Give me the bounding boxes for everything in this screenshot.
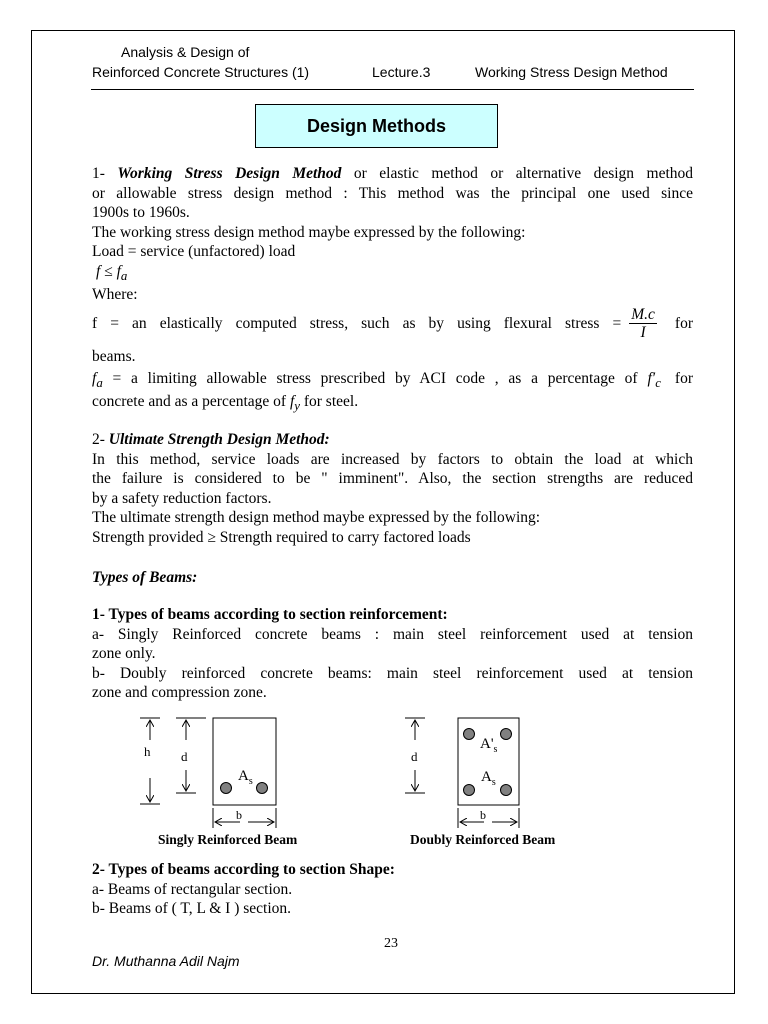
usd-line2: the failure is considered to be " imminent". Also, the section strengths are reduced (92, 470, 693, 487)
doubly-asp-label: $A'_s$ (480, 736, 498, 755)
types1-b-line1: b- Doubly reinforced concrete beams: main steel reinforcement used at tension (92, 664, 693, 682)
singly-as-label: $A_s$ (238, 768, 253, 787)
wsd-where: Where: (92, 286, 138, 304)
wsd-title: Working Stress Design Method (117, 165, 342, 182)
types2-a: a- Beams of rectangular section. (92, 880, 293, 898)
doubly-bottom-rebar-1 (464, 785, 475, 796)
wsd-line3: 1900s to 1960s. (92, 204, 190, 221)
usd-line1: In this method, service loads are increased by factors to obtain the load at which (92, 450, 693, 468)
usd-title: Ultimate Strength Design Method: (108, 431, 330, 448)
page-title: Design Methods (255, 104, 498, 148)
wsd-line4: The working stress design method maybe expressed by the following: (92, 223, 526, 241)
types-heading: Types of Beams: (92, 569, 198, 586)
types1-a-line1: a- Singly Reinforced concrete beams : main steel reinforcement used at tension (92, 625, 693, 643)
wsd-fa-definition: $f_a = a$ limiting allowable stress prescribed by ACI code , as a percentage of $f'_c$ for (92, 369, 693, 393)
header-lecture: Lecture.3 (372, 64, 431, 80)
author-footer: Dr. Muthanna Adil Najm (92, 953, 240, 969)
singly-d-label: d (181, 749, 188, 764)
doubly-caption: Doubly Reinforced Beam (410, 832, 556, 847)
header-course-line2: Reinforced Concrete Structures (1) (92, 64, 310, 80)
fc-prime-symbol: $f'_c$ (647, 370, 661, 391)
usd-line3: by a safety reduction factors. (92, 489, 272, 507)
doubly-top-rebar-2 (501, 729, 512, 740)
types2-heading: 2- Types of beams according to section Shape: (92, 861, 395, 878)
types1-a-line2: zone only. (92, 645, 156, 662)
header-topic: Working Stress Design Method (475, 64, 668, 80)
singly-caption: Singly Reinforced Beam (158, 832, 298, 847)
wsd-fa-line2: concrete and as a percentage of $f_y$ for steel. (92, 393, 359, 414)
header-course-line1: Analysis & Design of (121, 44, 250, 60)
page-number: 23 (384, 936, 398, 951)
flexural-stress-fraction: $\frac{M.c}{I}$ (631, 306, 655, 341)
singly-h-label: h (144, 744, 151, 759)
singly-b-label: b (236, 808, 242, 822)
doubly-bottom-rebar-2 (501, 785, 512, 796)
types1-heading: 1- Types of beams according to section reinforcement: (92, 606, 448, 623)
wsd-f-definition: f = an elastically computed stress, such as by using flexural stress = $\frac{M.c}{I}$ for (92, 306, 693, 341)
usd-line5: Strength provided ≥ Strength required to carry factored loads (92, 528, 471, 546)
wsd-line1: 1- Working Stress Design Method or elastic method or alternative design method (92, 165, 694, 182)
singly-beam-figure (140, 718, 276, 828)
wsd-line5: Load = service (unfactored) load (92, 243, 296, 260)
singly-rebar-2 (257, 783, 268, 794)
wsd-inequality: $f \le f_a$ (96, 262, 128, 283)
types2-section (92, 860, 693, 919)
doubly-top-rebar-1 (464, 729, 475, 740)
types2-b: b- Beams of ( T, L & I ) section. (92, 900, 292, 917)
types1-b-line2: zone and compression zone. (92, 684, 267, 701)
usd-line0: 2- Ultimate Strength Design Method: (92, 431, 330, 448)
doubly-as-label: $A_s$ (481, 769, 496, 788)
doubly-d-label: d (411, 749, 418, 764)
doubly-b-label: b (480, 808, 486, 822)
doubly-beam-figure (405, 718, 519, 828)
wsd-line2: or allowable stress design method : This method was the principal one used since (92, 184, 693, 202)
wsd-f-line2: beams. (92, 348, 136, 365)
usd-line4: The ultimate strength design method maybe expressed by the following: (92, 509, 541, 526)
singly-rebar-1 (221, 783, 232, 794)
